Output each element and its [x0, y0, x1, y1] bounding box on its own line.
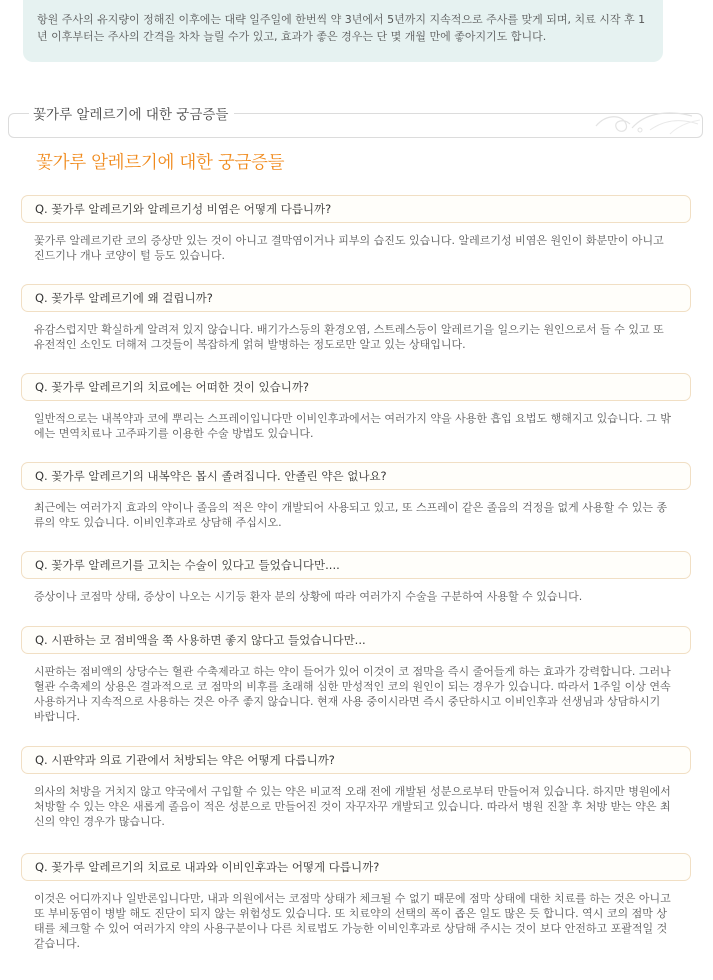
- faq-item: [21, 284, 691, 352]
- faq-question: Q. 시판약과 의료 기관에서 처방되는 약은 어떻게 다릅니까?: [21, 746, 691, 774]
- swirl-decoration-icon: [592, 108, 702, 140]
- section-header: [8, 107, 703, 138]
- faq-question: Q. 꽃가루 알레르기의 치료에는 어떠한 것이 있습니까?: [21, 373, 691, 401]
- faq-item: [21, 195, 691, 263]
- faq-item: [21, 746, 691, 829]
- faq-answer: 의사의 처방을 거치지 않고 약국에서 구입할 수 있는 약은 비교적 오래 전에 개발된 성분으로부터 만들어져 있습니다. 하지만 병원에서 처방할 수 있는 약은 새롭게 졸음이 적은 성분으로 만들어진 것이 자꾸자꾸 개발되고 있습니다. 따라서 병원 진찰 후 처방 받는 약은 최신의 약인 경우가 많습니다.: [34, 785, 671, 828]
- section-header-label: 꽃가루 알레르기에 대한 궁금증들: [29, 106, 234, 124]
- faq-item: [21, 853, 691, 951]
- faq-item: [21, 551, 691, 604]
- faq-answer: 증상이나 코점막 상태, 증상이 나오는 시기등 환자 분의 상황에 따라 여러가지 수술을 구분하여 사용할 수 있습니다.: [34, 590, 583, 603]
- faq-answer: 시판하는 점비액의 상당수는 혈관 수축제라고 하는 약이 들어가 있어 이것이 코 점막을 즉시 줄어들게 하는 효과가 강력합니다. 그러나 혈관 수축제의 상용은 결과적으로 코 점막의 비후를 초래해 심한 만성적인 코의 원인이 되는 경우가 있습니다. 따라서 1주일 이상 연속 사용하거나 지속적으로 사용하는 것은 아주 좋지 않습니다. 현재 사용 중이시라면 즉시 중단하시고 이비인후과 선생님과 상담하시기 바랍니다.: [34, 665, 671, 723]
- top-note-box: [23, 0, 663, 62]
- faq-question: Q. 꽃가루 알레르기의 내복약은 몹시 졸려집니다. 안졸린 약은 없나요?: [21, 462, 691, 490]
- page-title: 꽃가루 알레르기에 대한 궁금증들: [36, 153, 285, 173]
- faq-item: [21, 626, 691, 724]
- top-note-text: 항원 주사의 유지량이 정해진 이후에는 대략 일주일에 한번씩 약 3년에서 5년까지 지속적으로 주사를 맞게 되며, 치료 시작 후 1년 이후부터는 주사의 간격을 차차 늘릴 수가 있고, 효과가 좋은 경우는 단 몇 개월 만에 좋아지기도 합니다.: [37, 13, 646, 43]
- faq-question: Q. 시판하는 코 점비액을 쭉 사용하면 좋지 않다고 들었습니다만...: [21, 626, 691, 654]
- faq-answer: 일반적으로는 내복약과 코에 뿌리는 스프레이입니다만 이비인후과에서는 여러가지 약을 사용한 흡입 요법도 행해지고 있습니다. 그 밖에는 면역치료나 고주파기를 이용한 수술 방법도 있습니다.: [34, 412, 671, 440]
- faq-question: Q. 꽃가루 알레르기의 치료로 내과와 이비인후과는 어떻게 다릅니까?: [21, 853, 691, 881]
- faq-answer: 최근에는 여러가지 효과의 약이나 졸음의 적은 약이 개발되어 사용되고 있고, 또 스프레이 같은 졸음의 걱정을 없게 사용할 수 있는 종류의 약도 있습니다. 이비인후과로 상담해 주십시오.: [34, 501, 668, 529]
- faq-question: Q. 꽃가루 알레르기를 고치는 수술이 있다고 들었습니다만....: [21, 551, 691, 579]
- faq-question: Q. 꽃가루 알레르기에 왜 걸립니까?: [21, 284, 691, 312]
- faq-answer: 이것은 어디까지나 일반론입니다만, 내과 의원에서는 코점막 상태가 체크될 수 없기 때문에 점막 상태에 대한 치료를 하는 것은 아니고 또 부비동염이 병발 해도 진단이 되지 않는 위험성도 있습니다. 또 치료약의 선택의 폭이 좁은 일도 많은 듯 합니다. 역시 코의 점막 상태를 체크할 수 있어 여러가지 약의 사용구분이나 다른 치료법도 가능한 이비인후과로 상담해 주시는 것이 보다 안전하고 포괄적일 것 같습니다.: [34, 892, 671, 950]
- faq-answer: 유감스럽지만 확실하게 알려져 있지 않습니다. 배기가스등의 환경오염, 스트레스등이 알레르기을 일으키는 원인으로서 들 수 있고 또 유전적인 소인도 더해져 그것들이 복잡하게 얽혀 발병하는 정도로만 알고 있는 상태입니다.: [34, 323, 664, 351]
- faq-item: [21, 462, 691, 530]
- faq-answer: 꽃가루 알레르기란 코의 증상만 있는 것이 아니고 결막염이거나 피부의 습진도 있습니다. 알레르기성 비염은 원인이 화분만이 아니고 진드기나 개나 코양이 털 등도 있습니다.: [34, 234, 664, 262]
- faq-item: [21, 373, 691, 441]
- faq-question: Q. 꽃가루 알레르기와 알레르기성 비염은 어떻게 다릅니까?: [21, 195, 691, 223]
